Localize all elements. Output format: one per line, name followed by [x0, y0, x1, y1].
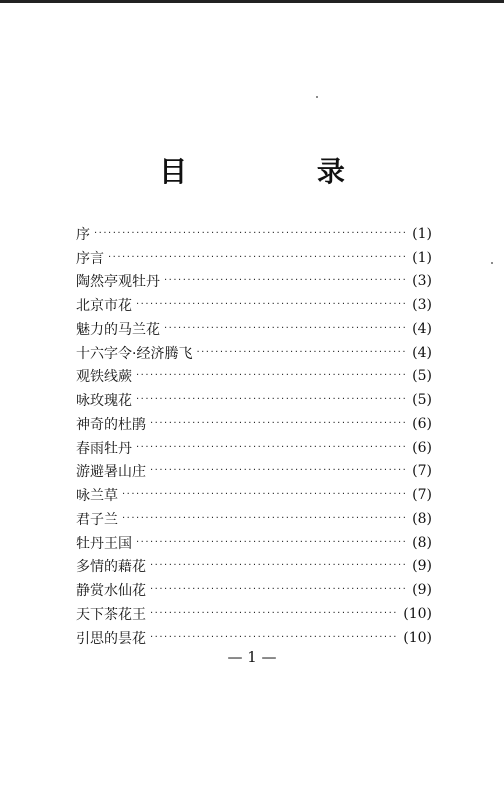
top-rule: [0, 0, 504, 3]
toc-entry-title: 咏玫瑰花: [76, 393, 132, 410]
toc-dot-leader: [150, 633, 399, 643]
toc-entry-title: 天下茶花王: [76, 606, 146, 623]
toc-entry: [76, 270, 432, 294]
toc-entry-title: 十六字令·经济腾飞: [76, 345, 193, 362]
toc-dot-leader: [122, 490, 408, 500]
page-number: — 1 —: [227, 648, 277, 666]
toc-entry-page: (10): [403, 605, 432, 622]
toc-dot-leader: [94, 229, 408, 239]
toc-entry-page: (4): [412, 344, 432, 361]
toc-entry-page: (5): [412, 392, 432, 409]
toc-entry-page: (7): [412, 463, 432, 480]
toc-entry-page: (1): [412, 249, 432, 266]
toc-entry: [76, 602, 432, 626]
toc-entry-page: (9): [412, 582, 432, 599]
toc-entry-title: 神奇的杜鹃: [76, 416, 146, 433]
toc-dot-leader: [136, 371, 408, 381]
toc-entry-page: (8): [412, 510, 432, 527]
toc-entry: [76, 531, 432, 555]
scan-speck: [491, 262, 493, 264]
toc-entry: [76, 293, 432, 317]
toc-dot-leader: [150, 561, 408, 571]
toc-dot-leader: [150, 585, 408, 595]
toc-dot-leader: [150, 466, 408, 476]
toc-entry: [76, 460, 432, 484]
toc-entry: [76, 507, 432, 531]
toc-entry: [76, 483, 432, 507]
toc-entry-page: (6): [412, 415, 432, 432]
toc-entry-title: 咏兰草: [76, 488, 118, 505]
toc-dot-leader: [122, 514, 408, 524]
toc-dot-leader: [150, 609, 399, 619]
toc-dot-leader: [136, 538, 408, 548]
toc-entry-title: 春雨牡丹: [76, 440, 132, 457]
toc-entry: [76, 578, 432, 602]
toc-dot-leader: [108, 253, 408, 263]
toc-entry-title: 多情的藉花: [76, 559, 146, 576]
toc-entry-title: 观铁线蕨: [76, 369, 132, 386]
page-title: 目 录: [159, 155, 405, 188]
toc-entry-title: 魅力的马兰花: [76, 321, 160, 338]
toc-entry: [76, 317, 432, 341]
toc-entry-title: 北京市花: [76, 298, 132, 315]
toc-entry: [76, 341, 432, 365]
toc-dot-leader: [164, 324, 408, 334]
toc-entry-title: 游避暑山庄: [76, 464, 146, 481]
toc-entry: [76, 436, 432, 460]
toc-entry: [76, 246, 432, 270]
toc-dot-leader: [150, 419, 408, 429]
toc-entry-page: (3): [412, 297, 432, 314]
toc-entry-page: (3): [412, 273, 432, 290]
toc-entry-title: 静赏水仙花: [76, 583, 146, 600]
toc-dot-leader: [136, 443, 408, 453]
scan-speck: [316, 96, 318, 98]
toc-entry: [76, 388, 432, 412]
toc-entry-title: 牡丹王国: [76, 535, 132, 552]
toc-entry-page: (8): [412, 534, 432, 551]
toc-entry: [76, 412, 432, 436]
toc-entry-title: 序言: [76, 250, 104, 267]
toc-entry-page: (5): [412, 368, 432, 385]
toc-entry-page: (9): [412, 558, 432, 575]
toc-entry: [76, 222, 432, 246]
toc-entry: [76, 555, 432, 579]
toc-dot-leader: [164, 276, 408, 286]
toc-entry: [76, 626, 432, 650]
toc-entry-page: (7): [412, 487, 432, 504]
toc-entry-page: (4): [412, 320, 432, 337]
toc-dot-leader: [136, 395, 408, 405]
toc-entry: [76, 365, 432, 389]
toc-entry-page: (1): [412, 225, 432, 242]
toc-dot-leader: [196, 348, 408, 358]
toc-entry-title: 引思的昙花: [76, 630, 146, 647]
toc-entry-page: (10): [403, 629, 432, 646]
toc-entry-title: 君子兰: [76, 511, 118, 528]
toc-entry-page: (6): [412, 439, 432, 456]
toc-dot-leader: [136, 300, 408, 310]
table-of-contents: [76, 222, 432, 650]
toc-entry-title: 陶然亭观牡丹: [76, 274, 160, 291]
toc-entry-title: 序: [76, 226, 90, 243]
